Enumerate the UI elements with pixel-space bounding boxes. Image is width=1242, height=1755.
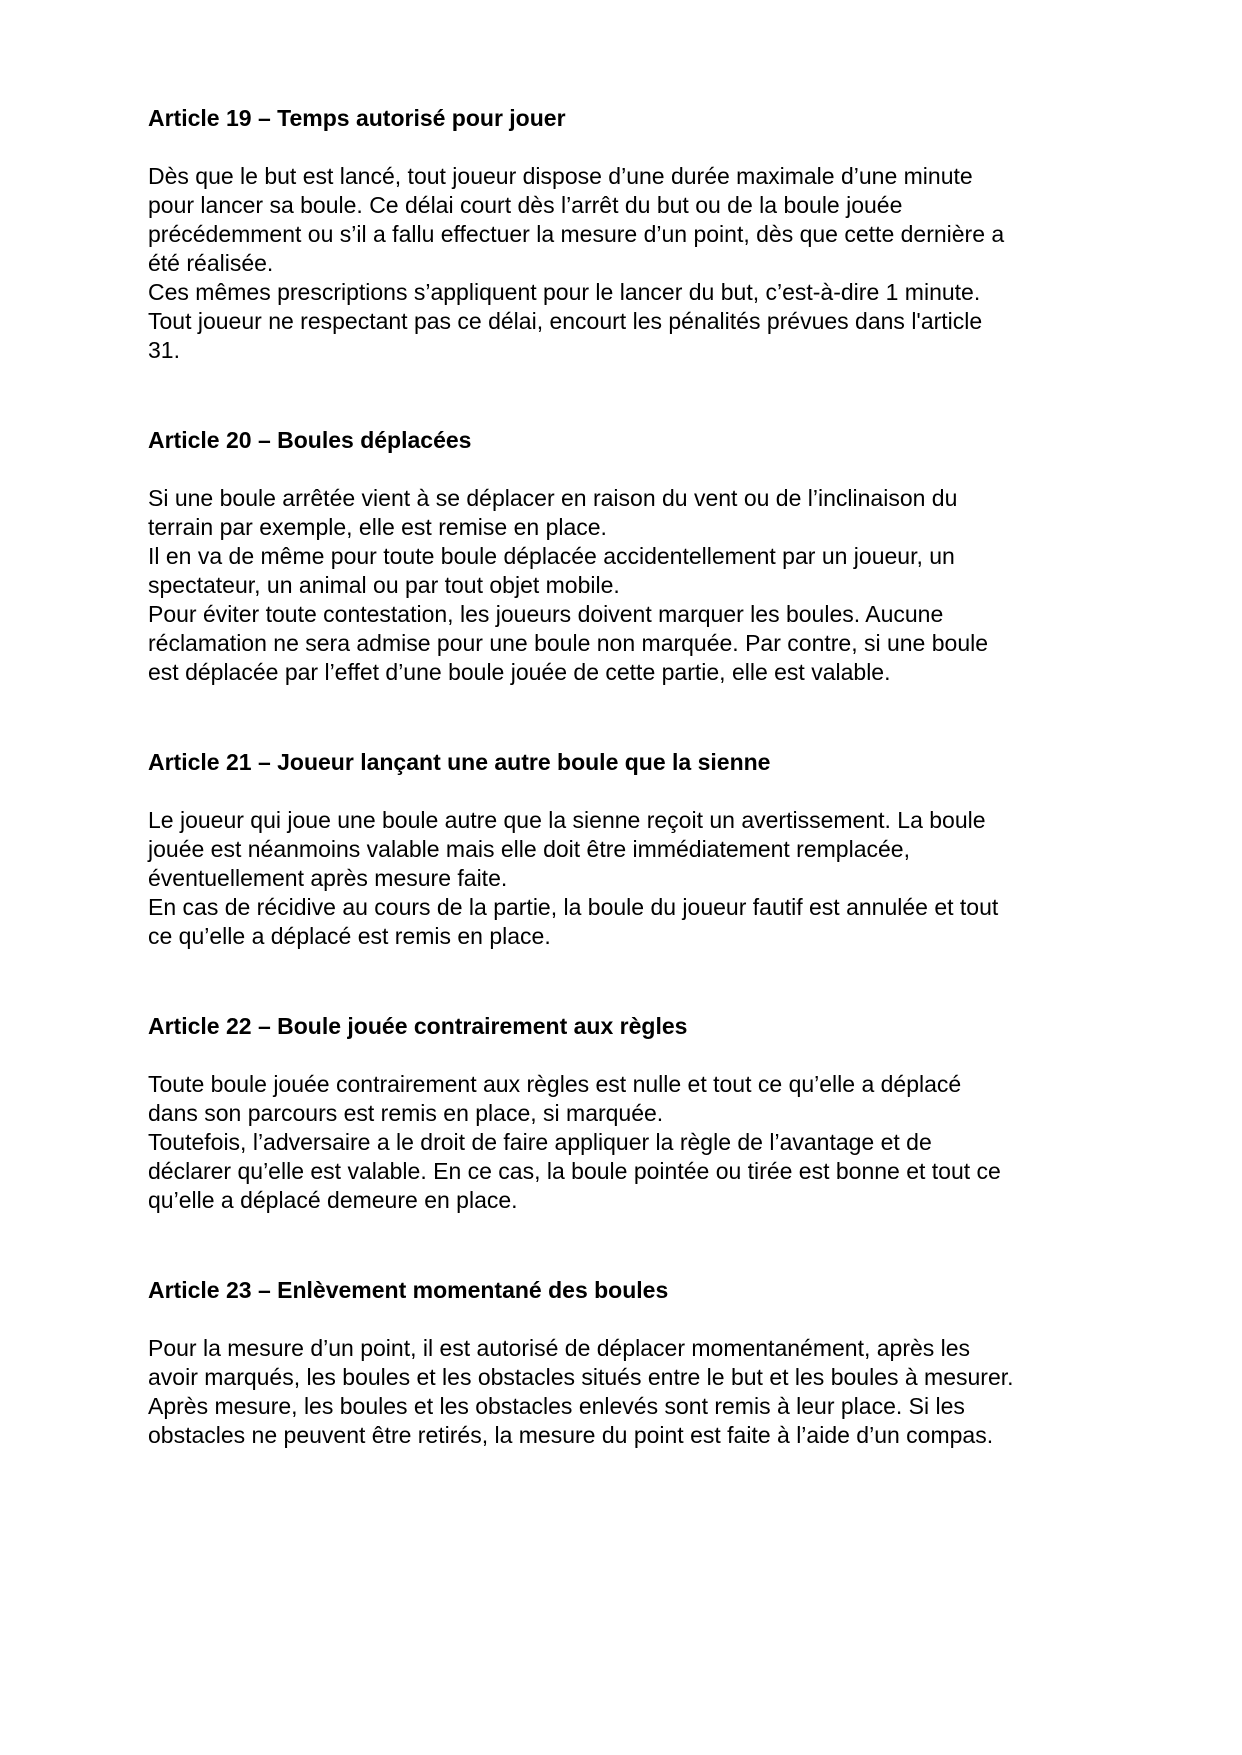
text-line: dans son parcours est remis en place, si marquée.	[148, 1100, 664, 1126]
text-line: Si une boule arrêtée vient à se déplacer en raison du vent ou de l’inclinaison du	[148, 485, 958, 511]
article-22	[148, 1012, 1148, 1215]
document-page	[148, 104, 1148, 1450]
section-spacer	[148, 365, 1148, 426]
article-heading: Article 21 – Joueur lançant une autre boule que la sienne	[148, 749, 771, 775]
article-body	[148, 1070, 1148, 1215]
text-line: réclamation ne sera admise pour une boule non marquée. Par contre, si une boule	[148, 630, 989, 656]
text-line: jouée est néanmoins valable mais elle doit être immédiatement remplacée,	[148, 836, 910, 862]
text-line: En cas de récidive au cours de la partie, la boule du joueur fautif est annulée et tout	[148, 894, 999, 920]
article-19	[148, 104, 1148, 365]
text-line: qu’elle a déplacé demeure en place.	[148, 1187, 518, 1213]
article-heading: Article 23 – Enlèvement momentané des boules	[148, 1277, 669, 1303]
section-spacer	[148, 951, 1148, 1012]
text-line: Après mesure, les boules et les obstacles enlevés sont remis à leur place. Si les	[148, 1393, 965, 1419]
text-line: Toute boule jouée contrairement aux règles est nulle et tout ce qu’elle a déplacé	[148, 1071, 962, 1097]
article-heading: Article 20 – Boules déplacées	[148, 427, 472, 453]
text-line: éventuellement après mesure faite.	[148, 865, 508, 891]
text-line: été réalisée.	[148, 250, 274, 276]
article-20	[148, 426, 1148, 687]
article-body	[148, 1334, 1148, 1450]
text-line: déclarer qu’elle est valable. En ce cas, la boule pointée ou tirée est bonne et tout ce	[148, 1158, 1001, 1184]
text-line: 31.	[148, 337, 180, 363]
text-line: Le joueur qui joue une boule autre que la sienne reçoit un avertissement. La boule	[148, 807, 986, 833]
text-line: Pour la mesure d’un point, il est autorisé de déplacer momentanément, après les	[148, 1335, 971, 1361]
text-line: spectateur, un animal ou par tout objet mobile.	[148, 572, 620, 598]
text-line: avoir marqués, les boules et les obstacles situés entre le but et les boules à mesurer.	[148, 1364, 1014, 1390]
text-line: terrain par exemple, elle est remise en place.	[148, 514, 607, 540]
article-23	[148, 1276, 1148, 1450]
text-line: Pour éviter toute contestation, les joueurs doivent marquer les boules. Aucune	[148, 601, 944, 627]
article-21	[148, 748, 1148, 951]
article-body	[148, 806, 1148, 951]
text-line: pour lancer sa boule. Ce délai court dès l’arrêt du but ou de la boule jouée	[148, 192, 903, 218]
section-spacer	[148, 687, 1148, 748]
text-line: obstacles ne peuvent être retirés, la mesure du point est faite à l’aide d’un compas.	[148, 1422, 994, 1448]
section-spacer	[148, 1215, 1148, 1276]
text-line: Ces mêmes prescriptions s’appliquent pour le lancer du but, c’est-à-dire 1 minute.	[148, 279, 981, 305]
text-line: ce qu’elle a déplacé est remis en place.	[148, 923, 551, 949]
text-line: est déplacée par l’effet d’une boule jouée de cette partie, elle est valable.	[148, 659, 891, 685]
text-line: Dès que le but est lancé, tout joueur dispose d’une durée maximale d’une minute	[148, 163, 973, 189]
article-body	[148, 162, 1148, 365]
article-heading: Article 19 – Temps autorisé pour jouer	[148, 105, 566, 131]
article-body	[148, 484, 1148, 687]
text-line: Tout joueur ne respectant pas ce délai, encourt les pénalités prévues dans l'article	[148, 308, 983, 334]
text-line: Toutefois, l’adversaire a le droit de faire appliquer la règle de l’avantage et de	[148, 1129, 932, 1155]
article-heading: Article 22 – Boule jouée contrairement aux règles	[148, 1013, 688, 1039]
text-line: Il en va de même pour toute boule déplacée accidentellement par un joueur, un	[148, 543, 955, 569]
text-line: précédemment ou s’il a fallu effectuer la mesure d’un point, dès que cette dernière a	[148, 221, 1005, 247]
